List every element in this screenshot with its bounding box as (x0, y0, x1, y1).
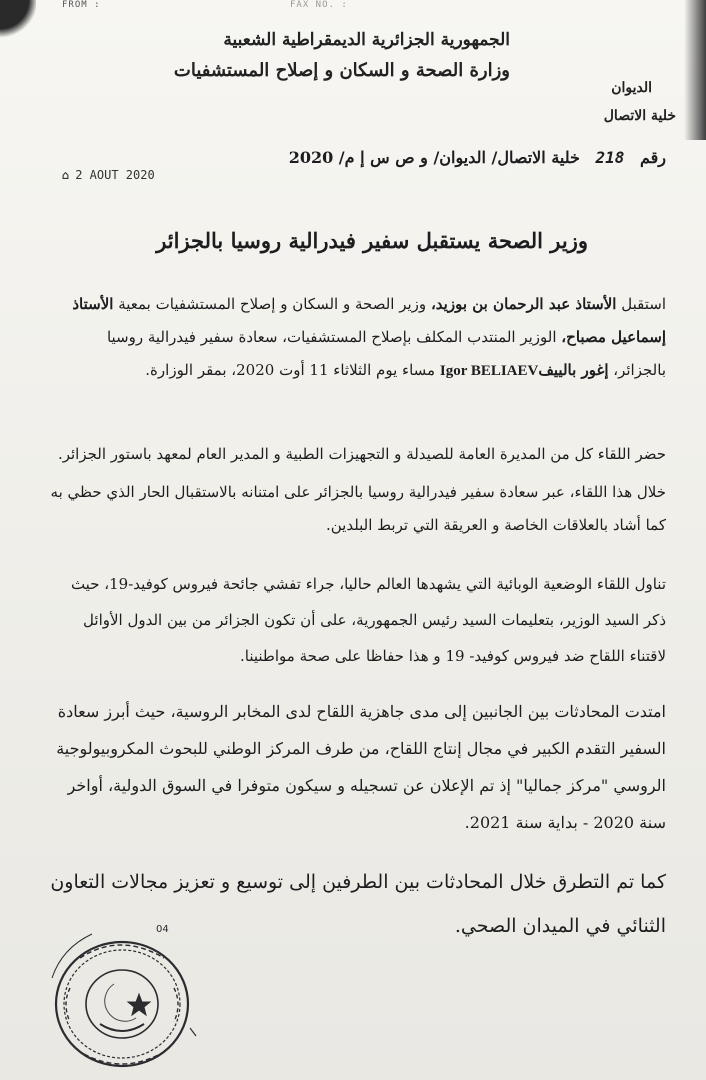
ambassador-name-arabic: إغور بالييف (538, 361, 609, 379)
cabinet-heading: الديوان (611, 80, 652, 96)
scan-shadow-edge (684, 0, 706, 140)
ambassador-name-latin: Igor BELIAEV (439, 363, 539, 379)
official-seal (40, 918, 200, 1074)
p1-tail: مساء يوم الثلاثاء 11 أوت 2020، بمقر الوزارة. (145, 361, 436, 379)
communication-cell-heading: خلية الاتصال (603, 108, 676, 124)
minister-name: الأستاذ عبد الرحمان بن بوزيد، (430, 295, 617, 313)
paragraph-cooperation: كما تم التطرق خلال المحادثات بين الطرفين إلى توسيع و تعزيز مجالات التعاون الثنائي في الميدان الصحي. (50, 871, 666, 937)
reference-path: خلية الاتصال/ الديوان/ و ص س إ م/ 2020 (288, 148, 580, 167)
date-stamp-text: 2 AOUT 2020 (75, 168, 155, 182)
reference-line (289, 148, 666, 167)
ministry-heading: وزارة الصحة و السكان و إصلاح المستشفيات (173, 60, 510, 81)
paragraph-vaccine: امتدت المحادثات بين الجانبين إلى مدى جاهزية اللقاح لدى المخابر الروسية، حيث أبرز سعادة السفير التقدم الكبير في مجال إنتاج اللقاح، من طرف المركز الوطني للبحوث المكروبيولوجية الروسي "مركز جماليا" إذ تم الإعلان عن تسجيله و سيكون متوفرا في السوق الدولية، أواخر سنة 2020 - بداية سنة 2021. (56, 702, 666, 832)
scan-shadow-corner (0, 0, 36, 38)
date-stamp (62, 168, 155, 182)
reference-label: رقم (639, 148, 666, 167)
fax-from-label: FROM : (62, 0, 101, 10)
delegate-minister-name: الأستاذ إسماعيل مصباح، (72, 295, 666, 346)
seal-number: 04 (156, 924, 169, 935)
p1-mid2: الوزير المنتدب المكلف بإصلاح المستشفيات، سعادة سفير فيدرالية روسيا بالجزائر، (106, 328, 666, 379)
reference-number: 218 (595, 148, 625, 167)
p1-lead: استقبل (621, 295, 666, 313)
paragraph-reception (50, 288, 666, 388)
republic-heading: الجمهورية الجزائرية الديمقراطية الشعبية (223, 30, 510, 50)
stamp-icon: ⌂ (62, 168, 70, 182)
fax-number-label: FAX NO. : (290, 0, 348, 10)
paragraph-epidemic: تناول اللقاء الوضعية الوبائية التي يشهدها العالم حاليا، جراء تفشي جائحة فيروس كوفيد-19، حيث ذكر السيد الوزير، بتعليمات السيد رئيس الجمهورية، على أن تكون الجزائر من بين الدول الأوائل لاقتناء اللقاح ضد فيروس كوفيد- 19 و هذا حفاظا على صحة مواطنينا. (70, 575, 666, 665)
document-title: وزير الصحة يستقبل سفير فيدرالية روسيا بالجزائر (156, 228, 588, 253)
paragraph-gratitude: خلال هذا اللقاء، عبر سعادة سفير فيدرالية روسيا بالجزائر على امتنانه بالاستقبال الحار الذي حظي به كما أشاد بالعلاقات الخاصة و العريقة التي تربط البلدين. (50, 483, 666, 534)
paragraph-attendees: حضر اللقاء كل من المديرة العامة للصيدلة و التجهيزات الطبية و المدير العام لمعهد باستور الجزائر. (57, 445, 666, 463)
p1-mid1: وزير الصحة و السكان و إصلاح المستشفيات بمعية (118, 295, 427, 313)
